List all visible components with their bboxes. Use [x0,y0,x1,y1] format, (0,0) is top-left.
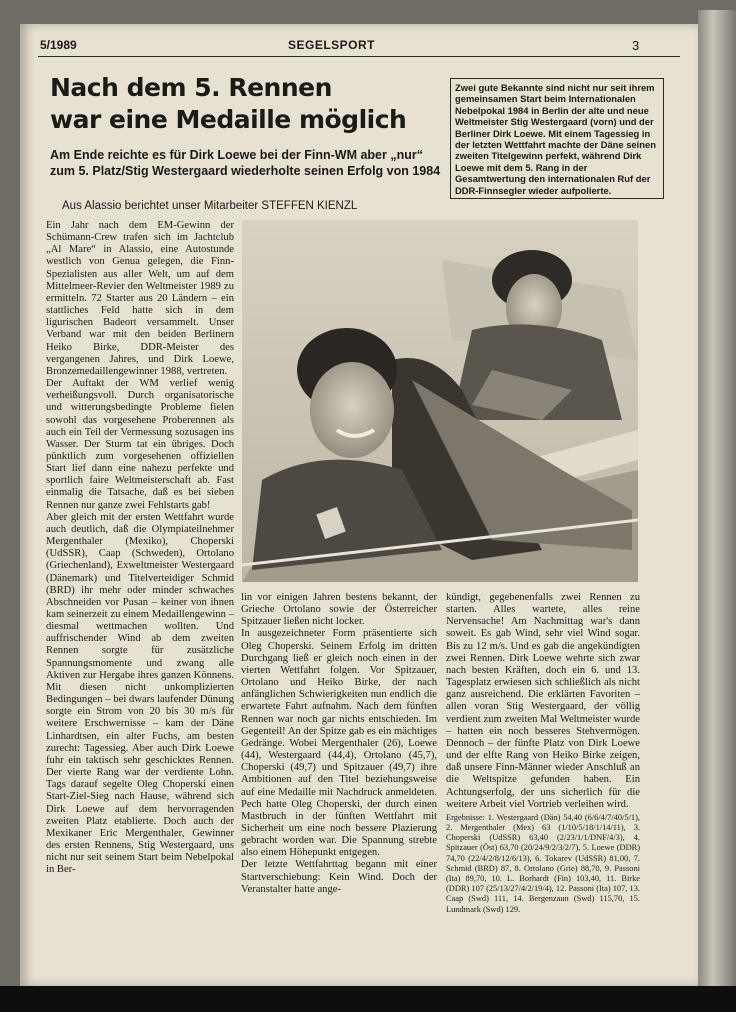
results-list: Ergebnisse: 1. Westergaard (Dän) 54,40 (6/6/4/7/40/5/1), 2. Mergenthaler (Mex) 63 (1/10/5/18/1/14/11), 3. Choperski (UdSSR) 63,40 (2/23/1/1/DNF/4/3), 4. Spitzauer (Öst) 63,70 (20/24/9/2/3/2/7), 5. Loewe (DDR) 74,70 (22/4/2/8/12/6/13), 6. Tokarev (UdSSR) 81,00, 7. Schmid (BRD) 87, 8. Ortolano (Grie) 88,70, 9. Passoni (Ita) 89,70, 10. L. Borhardt (Fin) 103,40, 11. Birke (DDR) 107 (25/13/27/4/2/19/4), 12. Passoni (Ita) 107, 13. Caap (Swd) 111, 14. Bergenzaun (Swd) 115,70, 15. Lundmark (Swd) 129. [446,812,640,914]
paragraph: Der letzte Wettfahrttag begann mit einer Startverschiebung: Kein Wind. Doch der Veranstalter hatte ange- [241,859,437,895]
title-line-1: Nach dem 5. Rennen [50,73,332,102]
article-byline: Aus Alassio berichtet unser Mitarbeiter STEFFEN KIENZL [62,200,358,212]
paragraph: Ein Jahr nach dem EM-Gewinn der Schümann-Crew trafen sich im Jachtclub „Al Mare“ in Alassio, eine Autostunde westlich von Genua gelegen, die Finn-Spezialisten aus aller Welt, um auf dem Mittelmeer-Revier den Weltmeister 1989 zu ermitteln. 72 Starter aus 20 Ländern – ein stattliches Feld hatte sich in dem ligurischen Badeort versammelt. Unser Verband war mit den beiden Berlinern Heiko Birke, DDR-Meister des vergangenen Jahres, und Dirk Loewe, Bronzemedaillengewinner 1988, vertreten. [46,220,234,377]
paragraph: lin vor einigen Jahren bestens bekannt, der Grieche Ortolano sowie der Österreicher Spitzauer ließen nicht locker. [241,592,437,628]
article-column-2 [241,592,437,972]
magazine-name: SEGELSPORT [288,38,376,52]
book-edge [698,10,736,990]
article-subtitle: Am Ende reichte es für Dirk Loewe bei der Finn-WM aber „nur“ zum 5. Platz/Stig Westergaard wiederholte seinen Erfolg von 1984 [50,148,441,178]
article-title [50,72,450,136]
photo-caption: Zwei gute Bekannte sind nicht nur seit ihrem gemeinsamen Start beim Internationalen Nebelpokal 1984 in Berlin der alte und neue Weltmeister Stig Westergaard (vorn) und der Berliner Dirk Loewe. Mit einem Tagessieg in der letzten Wettfahrt machte der Däne seinen zweiten Titelgewinn perfekt, während Dirk Loewe mit dem 5. Rang in der Gesamtwertung den internationalen Ruf der DDR-Finnsegler wieder aufpolierte. [450,78,664,199]
paragraph: Aber gleich mit der ersten Wettfahrt wurde auch deutlich, daß die Olympiateilnehmer Mergenthaler (Mexiko), Choperski (UdSSR), Caap (Schweden), Ortolano (Griechenland), Exweltmeister Westergaard (Dänemark) und Titelverteidiger Schmid (BRD) ihr mehr oder minder schwaches Abschneiden vor Pusan – keiner von ihnen kam seinerzeit zu einem Medaillengewinn – diesmal wettmachen wollten. Und auffrischender Wind ab dem zweiten Rennen sorgte für zusätzliche Spannungsmomente und zwang alle Aktiven zur Hergabe ihres ganzen Könnens. Mit diesen nicht unkomplizierten Bedingungen – bei dwars laufender Dünung sorgte ein Strom von 20 bis 30 m/s für weitere Erschwernisse – kam der Däne Linhardtsen, ein alter Fuchs, am besten zurecht: Tagessieg. Aber auch Dirk Loewe fuhr ein taktisch sehr geschicktes Rennen. Der vierte Rang war der verdiente Lohn. Tags darauf segelte Oleg Choperski einen Start-Ziel-Sieg nach Hause, während sich Dirk Loewe auf dem hervorragenden zweiten Platz etablierte. Doch auch der Mexikaner Eric Mergenthaler, Gewinner des ersten Rennens, Stig Westergaard, uns nicht nur seit seinem Start beim Nebelpokal in Ber- [46,511,234,876]
sailors-photo-illustration [242,220,638,582]
magazine-page [20,24,698,986]
paragraph: kündigt, gegebenenfalls zwei Rennen zu starten. Alles wartete, alles reine Nervensache! Am Nachmittag war's dann soweit. Es gab Wind, sehr viel Wind sogar. Bis zu 12 m/s. Und es gab die angekündigten zwei Rennen. Dirk Loewe wehrte sich zwar nach besten Kräften, doch ein 6. und 13. Tagesplatz erwiesen sich schließlich als nicht ganz ausreichend. Die erklärten Favoriten – allen voran Stig Westergaard, der völlig verdient zum zweiten Mal Weltmeister wurde – hatten ein noch besseres Stehvermögen. Dennoch – der fünfte Platz von Dirk Loewe und der elfte Rang von Heiko Birke zeigen, daß unsere Finn-Männer wieder Anschluß an die Weltspitze gefunden haben. Ein Achtungserfolg, der uns sicherlich für die weitere Arbeit viel Vortrieb verleihen wird. [446,592,640,810]
scan-border [0,986,736,1012]
issue-number: 5/1989 [40,38,77,52]
page-number: 3 [632,38,640,53]
header-rule [38,56,680,57]
article-column-3 [446,592,640,972]
paragraph: In ausgezeichneter Form präsentierte sich Oleg Choperski. Seinem Erfolg im dritten Durchgang ließ er gleich noch einen in der vierten Wettfahrt folgen. Vor Spitzauer, Ortolano und Heiko Birke, der nach anfänglichen Schwierigkeiten nun endlich die erwartete Fahrt aufnahm. Nach dem fünften Rennen war noch gar nichts entschieden. Im Gegenteil! An der Spitze gab es ein mächtiges Gedränge. Wobei Mergenthaler (26), Loewe (44), Westergaard (44,4), Ortolano (45,7), Choperski (49,7) und Spitzauer (49,7) ihre Ambitionen auf den Titel beziehungsweise auf eine Medaille mit Nachdruck anmeldeten. Pech hatte Oleg Choperski, der durch einen Mastbruch in der fünften Wettfahrt mit Sicherheit um eine noch bessere Plazierung gebracht worden war. Die Spannung strebte also einem Höhepunkt entgegen. [241,628,437,859]
article-column-1 [46,220,234,970]
paragraph: Der Auftakt der WM verlief wenig verheißungsvoll. Durch organisatorische und witterungsbedingte Probleme fielen sowohl das vorgesehene Proberennen als auch ein Teil der Vermessung sozusagen ins Wasser. Der Sturm tat ein übriges. Doch pünktlich zum vorgesehenen offiziellen Start lief dann eine nahezu perfekte und sportlich faire Weltmeisterschaft ab. Fast einmalig die Tatsache, daß es bei sieben Rennen nur ganze zwei Fehlstarts gab! [46,378,234,511]
sailors-photo [242,220,638,582]
title-line-2: war eine Medaille möglich [50,105,407,134]
